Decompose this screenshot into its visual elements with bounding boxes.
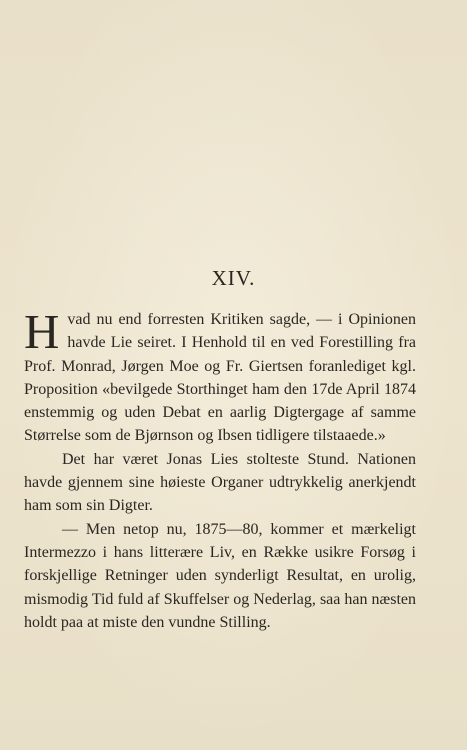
drop-cap: H: [24, 304, 60, 359]
paragraph-2: Det har været Jonas Lies stolteste Stund. Nationen havde gjennem sine høieste Organer udtrykkelig anerkjendt ham som sin Digter.: [24, 450, 416, 515]
paragraph-1-text: vad nu end forresten Kritiken sagde, — i Opinionen havde Lie seiret. I Henhold til en ved Forestilling fra Prof. Monrad, Jørgen Moe og Fr. Giertsen foranlediget kgl. Proposition «bevilgede Storthinget ham den 17de April 1874 enstemmig og uden Debat en aarlig Digtergage af samme Størrelse som de Bjørnson og Ibsen tidligere tilstaaede.»: [24, 311, 416, 445]
body-text: [24, 304, 416, 634]
chapter-heading: XIV.: [211, 266, 256, 290]
paragraph-1: [24, 304, 416, 448]
paragraph-3: — Men netop nu, 1875—80, kommer et mærkeligt Intermezzo i hans litterære Liv, en Række usikre Forsøg i forskjellige Retninger uden synderligt Resultat, en urolig, mismodig Tid fuld af Skuffelser og Nederlag, saa han næsten holdt paa at miste den vundne Stilling.: [24, 520, 416, 631]
